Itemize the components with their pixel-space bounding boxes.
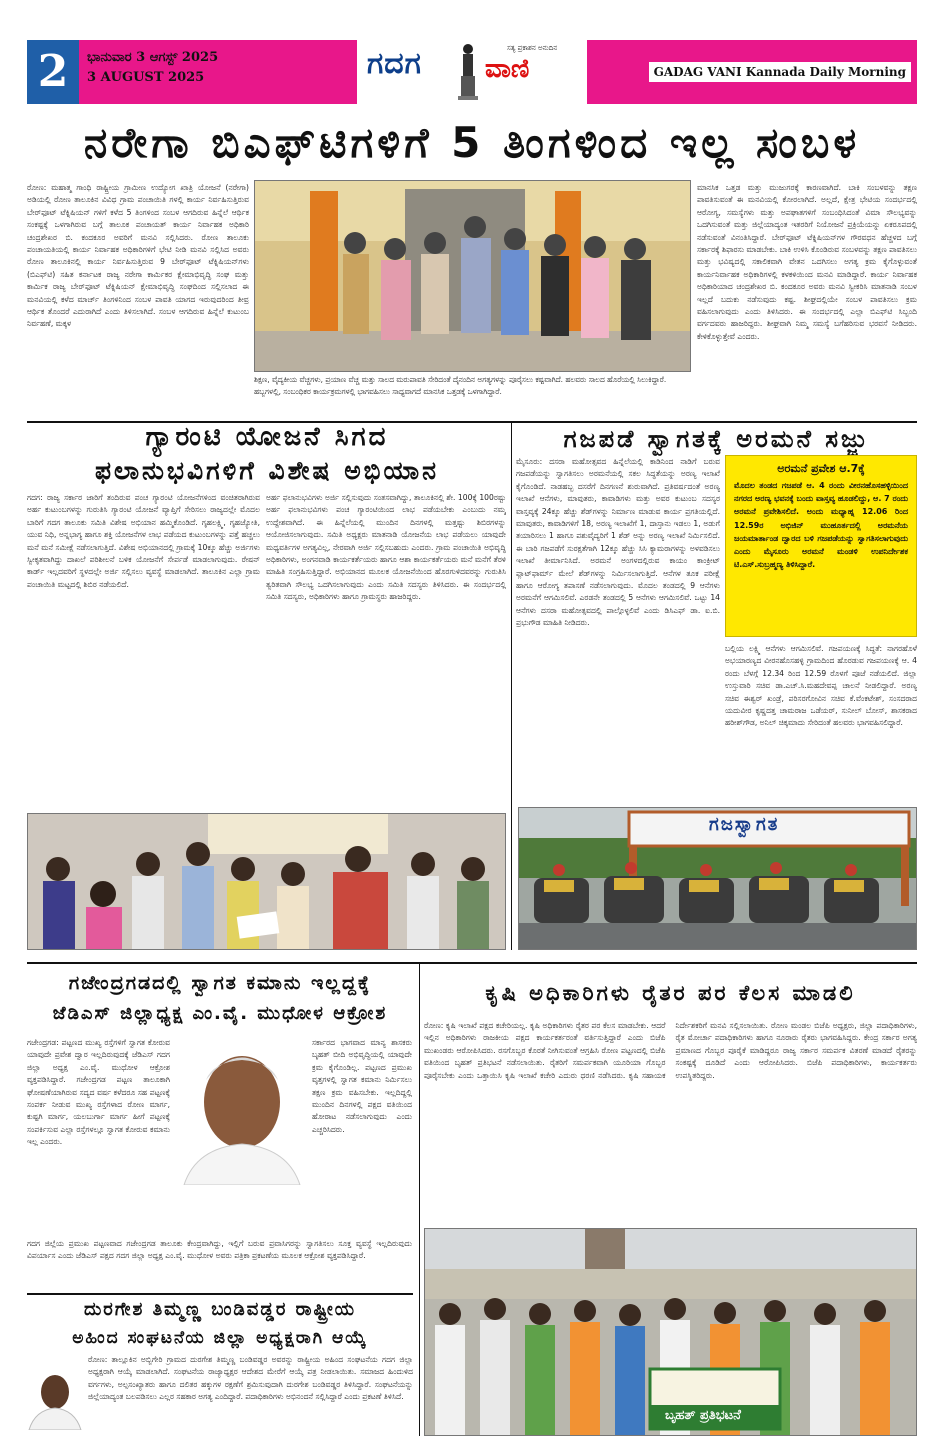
guarantee-column-2: ಅರ್ಹ ಫಲಾನುಭವಿಗಳು ಅರ್ಜಿ ಸಲ್ಲಿಸುವುದು ಸಂತಸವಾಗಿದ್ದು, ತಾಲೂಕಿನಲ್ಲಿ ಶೇ. 100ಕ್ಕೆ 100ರಷ್ಟು ಅರ್ಹ ಫಲಾನುಭವಿಗಳು ಪಂಚ ಗ್ಯಾರಂಟಿಯಿಂದ ಲಾಭ ಪಡೆಯಬೇಕು ಎಂಬುದು ನಮ್ಮ ಉದ್ದೇಶವಾಗಿದೆ. ಈ ಹಿನ್ನೆಲೆಯಲ್ಲಿ ಮುಂದಿನ ದಿನಗಳಲ್ಲಿ ಮತ್ತಷ್ಟು ಶಿಬಿರಗಳನ್ನು ಆಯೋಜಿಸಲಾಗುವುದು. ಸಮಿತಿ ಅಧ್ಯಕ್ಷರು ಮಾತನಾಡಿ ಯೋಜನೆಯ ಲಾಭ ಪಡೆಯಲು ಯಾವುದೇ ಮಧ್ಯವರ್ತಿಗಳ ಅಗತ್ಯವಿಲ್ಲ, ನೇರವಾಗಿ ಅರ್ಜಿ ಸಲ್ಲಿಸಬಹುದು ಎಂದರು. ಗ್ರಾಮ ಪಂಚಾಯಿತಿ ಅಭಿವೃದ್ಧಿ ಅಧಿಕಾರಿಗಳು, ಅಂಗನವಾಡಿ ಕಾರ್ಯಕರ್ತೆಯರು ಹಾಗೂ ಆಶಾ ಕಾರ್ಯಕರ್ತೆಯರು ಮನೆ ಮನೆಗೆ ತೆರಳಿ ಮಾಹಿತಿ ಸಂಗ್ರಹಿಸುತ್ತಿದ್ದಾರೆ. ಅಭಿಯಾನದ ಮೂಲಕ ಯೋಜನೆಯಿಂದ ಹೊರಗುಳಿದವರನ್ನು ಗುರುತಿಸಿ ತ್ವರಿತವಾಗಿ ಸೌಲಭ್ಯ ಒದಗಿಸಲಾಗುವುದು ಎಂದು ಸಮಿತಿ ಸದಸ್ಯರು ತಿಳಿಸಿದರು. ಈ ಸಂದರ್ಭದಲ್ಲಿ ಸಮಿತಿ ಸದಸ್ಯರು, ಅಧಿಕಾರಿಗಳು ಹಾಗೂ ಗ್ರಾಮಸ್ಥರು ಹಾಜರಿದ್ದರು. (266, 493, 506, 602)
lead-photo (254, 180, 691, 372)
gajendragad-column-2: ಸರ್ಕಾರದ ಭಾಗವಾದ ಮಾನ್ಯ ಶಾಸಕರು ಬೃಹತ್ ಬೀದಿ ಅಭಿವೃದ್ಧಿಯಲ್ಲಿ ಯಾವುದೇ ಕ್ರಮ ಕೈಗೊಂಡಿಲ್ಲ. ಪಟ್ಟಣದ ಪ್ರಮುಖ ವೃತ್ತಗಳಲ್ಲಿ ಸ್ವಾಗತ ಕಮಾನು ನಿರ್ಮಿಸಲು ತಕ್ಷಣ ಕ್ರಮ ವಹಿಸಬೇಕು. ಇಲ್ಲದಿದ್ದಲ್ಲಿ ಮುಂದಿನ ದಿನಗಳಲ್ಲಿ ಪಕ್ಷದ ವತಿಯಿಂದ ಹೋರಾಟ ನಡೆಸಲಾಗುವುದು ಎಂದು ಎಚ್ಚರಿಸಿದರು. (312, 1038, 412, 1134)
lead-photo-image (255, 181, 691, 372)
gajendragad-headline-line-1: ಗಜೇಂದ್ರಗಡದಲ್ಲಿ ಸ್ವಾಗತ ಕಮಾನು ಇಲ್ಲದ್ದಕ್ಕೆ (68, 972, 372, 994)
date-box (79, 40, 357, 104)
durgesh-headline-line-2: ಅಹಿಂದ ಸಂಘಟನೆಯ ಜಿಲ್ಲಾ ಅಧ್ಯಕ್ಷರಾಗಿ ಆಯ್ಕೆ (72, 1328, 368, 1348)
krishi-headline: ಕೃಷಿ ಅಧಿಕಾರಿಗಳು ರೈತರ ಪರ ಕೆಲಸ ಮಾಡಲಿ (485, 981, 856, 1005)
logo-left-text: ಗದಗ (367, 46, 422, 81)
newspaper-logo (357, 40, 587, 104)
protest-banner-text: ಬೃಹತ್ ಪ್ರತಿಭಟನೆ (665, 1408, 741, 1423)
masthead (27, 40, 917, 104)
statue-figure-icon (455, 42, 481, 100)
gate-sign: ಗಜಸ್ವಾಗತ (709, 814, 780, 835)
lead-photo-caption: ಶಿಕ್ಷಣ, ವೈದ್ಯಕೀಯ ವೆಚ್ಚಗಳು, ಪ್ರಯಾಣ ವೆಚ್ಚ ಮತ್ತು ಸಾಲದ ಮರುಪಾವತಿ ಸೇರಿದಂತೆ ದೈನಂದಿನ ಅಗತ್ಯಗಳನ್ನು ಪೂರೈಸಲು ಕಷ್ಟವಾಗಿದೆ. ಹಲವರು ಸಾಲದ ಹೊರೆಯಲ್ಲಿ ಸಿಲುಕಿದ್ದಾರೆ. ಹಬ್ಬಗಳಲ್ಲಿ, ಸಂಬಂಧಿಕರ ಕಾರ್ಯಕ್ರಮಗಳಲ್ಲಿ ಭಾಗವಹಿಸಲು ಸಾಧ್ಯವಾಗದೆ ಮಾನಸಿಕ ಒತ್ತಡಕ್ಕೆ ಒಳಗಾಗಿದ್ದಾರೆ. (254, 375, 667, 396)
krishi-photo (424, 1228, 917, 1436)
guarantee-headline-line-1: ಗ್ಯಾರಂಟಿ ಯೋಜನೆ ಸಿಗದ (145, 422, 389, 452)
durgesh-portrait (27, 1366, 83, 1430)
guarantee-photo-image (28, 814, 506, 950)
lead-column-1: ರೋಣ: ಮಹಾತ್ಮ ಗಾಂಧಿ ರಾಷ್ಟ್ರೀಯ ಗ್ರಾಮೀಣ ಉದ್ಯೋಗ ಖಾತ್ರಿ ಯೋಜನೆ (ನರೇಗಾ) ಅಡಿಯಲ್ಲಿ ರೋಣ ತಾಲೂಕಿನ ವಿವಿಧ ಗ್ರಾಮ ಪಂಚಾಯಿತಿ ಗಳಲ್ಲಿ ಕಾರ್ಯ ನಿರ್ವಹಿಸುತ್ತಿರುವ ಬೇರ್‌ಫೂಟ್ ಟೆಕ್ನಿಷಿಯನ್ ಗಳಿಗೆ ಕಳೆದ 5 ತಿಂಗಳಿಂದ ಸಂಬಳ ಆಗದಿರುವ ಹಿನ್ನೆಲೆ ಆರ್ಥಿಕ ಸಂಕಷ್ಟಕ್ಕೆ ಒಳಗಾಗಿರುವ ಬಗ್ಗೆ ತಾಲೂಕ ಪಂಚಾಯತ್ ಕಾರ್ಯ ನಿರ್ವಾಹಕ ಅಧಿಕಾರಿ ಚಂದ್ರಶೇಖರ ಬಿ. ಕಂದಕೂರ ಅವರಿಗೆ ಮನವಿ ಸಲ್ಲಿಸಿದರು. ರೋಣ ತಾಲೂಕು ಪಂಚಾಯತಿಯಲ್ಲಿ ಕಾರ್ಯ ನಿರ್ವಾಹಕ ಅಧಿಕಾರಿಗಳಿಗೆ ಭೇಟಿ ನೀಡಿ ಮನವಿ ಸಲ್ಲಿಸಿದ ಅವರು ರೋಣ ತಾಲೂಕಿನಲ್ಲಿ ಕಾರ್ಯ ನಿರ್ವಹಿಸುತ್ತಿರುವ 9 ಬೇರ್‌ಫೂಟ್ ಟೆಕ್ನಿಷಿಯನ್‌ಗಳು (ಬಿಎಫ್‌ಟಿ) ಸಹಿತ ಕರ್ನಾಟಕ ರಾಜ್ಯ ನರೇಗಾ ಕಾರ್ಮಿಕರ ಕ್ಷೇಮಾಭಿವೃದ್ಧಿ ಸಂಘ ಮತ್ತು ಕಾರ್ಮಿಕ ರಾಜ್ಯ ಬೇರ್‌ಫೂಟ್ ಟೆಕ್ನಿಷಿಯನ್ ಕ್ಷೇಮಾಭಿವೃದ್ಧಿ ಸಂಘದಿಂದ ಸಲ್ಲಿಸಲಾದ ಈ ಮನವಿಯಲ್ಲಿ ಕಳೆದ ಮಾರ್ಚ್ ತಿಂಗಳಿನಿಂದ ಸಂಬಳ ಪಾವತಿ ಯಾಗದ ಇರುವುದರಿಂದ ತೀವ್ರ ಆರ್ಥಿಕ ತೊಂದರೆ ಎದುರಾಗಿದೆ ಎಂದು ತಿಳಿಸಲಾಗಿದೆ. ಸಂಬಳ ಆಗದಿರುವ ಹಿನ್ನೆಲೆ ಕುಟುಂಬ ನಿರ್ವಹಣೆ, ಮಕ್ಕಳ (27, 183, 249, 329)
highlight-title: ಅರಮನೆ ಪ್ರವೇಶ ಆ.7ಕ್ಕೆ (777, 462, 865, 475)
palace-column-1: ಮೈಸೂರು: ದಸರಾ ಮಹೋತ್ಸವದ ಹಿನ್ನೆಲೆಯಲ್ಲಿ ಕಾಡಿನಿಂದ ನಾಡಿಗೆ ಬರುವ ಗಜಪಡೆಯನ್ನು ಸ್ವಾಗತಿಸಲು ಅರಮನೆಯಲ್ಲಿ ಸಕಲ ಸಿದ್ಧತೆಯನ್ನು ಅರಣ್ಯ ಇಲಾಖೆ ಕೈಗೊಂಡಿದೆ. ನಾಡಹಬ್ಬ ದಸರೆಗೆ ದಿನಗಣನೆ ಶುರುವಾಗಿದೆ. ಪ್ರತಿವರ್ಷದಂತೆ ಅರಣ್ಯ ಇಲಾಖೆ ಆನೆಗಳು, ಮಾವುತರು, ಕಾವಾಡಿಗಳು ಮತ್ತು ಅವರ ಕುಟುಂಬ ಸದಸ್ಯರ ವಾಸ್ತವ್ಯಕ್ಕೆ 24ಕ್ಕೂ ಹೆಚ್ಚು ಶೆಡ್‌ಗಳನ್ನು ನಿರ್ಮಾಣ ಮಾಡುವ ಕಾರ್ಯ ಪ್ರಗತಿಯಲ್ಲಿದೆ. ಮಾವುತರು, ಕಾವಾಡಿಗಳಿಗೆ 18, ಅರಣ್ಯ ಇಲಾಖೆಗೆ 1, ದಾಸ್ತಾನು ಇಡಲು 1, ಅಡುಗೆ ತಯಾರಿಸಲು 1 ಹಾಗೂ ಪಶುವೈದ್ಯರಿಗೆ 1 ಶೆಡ್ ಅನ್ನು ಅರಣ್ಯ ಇಲಾಖೆ ನಿರ್ಮಿಸಲಿದೆ. ಈ ಬಾರಿ ಗಜಪಡೆಗೆ ಸುರಕ್ಷತೆಗಾಗಿ 12ಕ್ಕೂ ಹೆಚ್ಚು ಸಿಸಿ ಕ್ಯಾಮರಾಗಳನ್ನು ಅಳವಡಿಸಲು ಇಲಾಖೆ ತೀರ್ಮಾನಿಸಿದೆ. ಅರಮನೆ ಅಂಗಳದಲ್ಲಿರುವ ಕಾಯಂ ಕಾಂಕ್ರೀಟ್ ಪ್ಲಾಟ್‌ಫಾರ್ಮ್ ಮೇಲೆ ಶೆಡ್‌ಗಳನ್ನು ನಿರ್ಮಿಸಲಾಗುತ್ತಿದೆ. ಆನೆಗಳ ತೂಕ ಪರೀಕ್ಷೆ ಹಾಗೂ ಆರೋಗ್ಯ ತಪಾಸಣೆ ನಡೆಸಲಾಗುವುದು. ಮೊದಲ ತಂಡದಲ್ಲಿ 9 ಆನೆಗಳು ಅರಮನೆಗೆ ಆಗಮಿಸಲಿವೆ. ಎರಡನೇ ತಂಡದಲ್ಲಿ 5 ಆನೆಗಳು ಆಗಮಿಸಲಿವೆ. ಒಟ್ಟು 14 ಆನೆಗಳು ದಸರಾ ಮಹೋತ್ಸವದಲ್ಲಿ ಪಾಲ್ಗೊಳ್ಳಲಿವೆ ಎಂದು ಡಿಸಿಎಫ್ ಡಾ. ಐ.ಬಿ. ಪ್ರಭುಗೌಡ ಮಾಹಿತಿ ನೀಡಿದರು. (516, 457, 720, 628)
section-divider-3 (27, 1293, 413, 1295)
durgesh-headline-line-1: ದುರಗೇಶ ತಿಮ್ಮಣ್ಣ ಬಂಡಿವಡ್ಡರ ರಾಷ್ಟ್ರೀಯ (83, 1299, 357, 1320)
section-divider-2 (27, 962, 917, 964)
palace-photo (518, 807, 917, 950)
date-kannada: ಭಾನುವಾರ 3 ಆಗಸ್ಟ್ 2025 (87, 50, 219, 65)
durgesh-portrait-image (27, 1366, 83, 1430)
palace-headline: ಗಜಪಡೆ ಸ್ವಾಗತಕ್ಕೆ ಅರಮನೆ ಸಜ್ಜು (563, 425, 870, 453)
vertical-divider-2 (419, 964, 420, 1436)
logo-right-text: ವಾಣಿ (485, 54, 530, 84)
krishi-photo-image (425, 1229, 917, 1436)
guarantee-headline-line-2: ಫಲಾನುಭವಿಗಳಿಗೆ ವಿಶೇಷ ಅಭಿಯಾನ (95, 456, 439, 485)
gajendragad-headline-line-2: ಜೆಡಿಎಸ್ ಜಿಲ್ಲಾಧ್ಯಕ್ಷ ಎಂ.ವೈ. ಮುಧೋಳ ಆಕ್ರೋಶ (52, 1003, 388, 1024)
vertical-divider (511, 423, 512, 950)
lead-headline: ನರೇಗಾ ಬಿಎಫ್‌ಟಿಗಳಿಗೆ 5 ತಿಂಗಳಿಂದ ಇಲ್ಲ ಸಂಬಳ (83, 118, 861, 167)
paper-name: GADAG VANI Kannada Daily Morning (649, 62, 911, 82)
portrait-image (176, 1040, 307, 1185)
highlight-body: ಮೊದಲ ತಂಡದ ಗಜಪಡೆ ಆ. 4 ರಂದು ವೀರನಹೊಸಹಳ್ಳಿಯಿಂದ ನಗರದ ಅರಣ್ಯ ಭವನಕ್ಕೆ ಬಂದು ವಾಸ್ತವ್ಯ ಹೂಡಲಿದ್ದು, ಆ. 7 ರಂದು ಅರಮನೆ ಪ್ರವೇಶಿಸಲಿದೆ. ಅಂದು ಮಧ್ಯಾಹ್ನ 12.06 ರಿಂದ 12.59ರ ಅಭಿಜಿನ್ ಮುಹೂರ್ತದಲ್ಲಿ ಅರಮನೆಯ ಜಯಮಾರ್ತಾಂಡ ದ್ವಾರದ ಬಳಿ ಗಜಪಡೆಯನ್ನು ಸ್ವಾಗತಿಸಲಾಗುವುದು ಎಂದು ಮೈಸೂರು ಅರಮನೆ ಮಂಡಳಿ ಉಪನಿರ್ದೇಶಕ ಟಿ.ಎಸ್.ಸುಬ್ರಹ್ಮಣ್ಯ ತಿಳಿಸಿದ್ದಾರೆ. (734, 481, 908, 570)
palace-column-2: ಬಲ್ಲಿಯ ಲಕ್ಷ್ಮಿ ಆನೆಗಳು ಆಗಮಿಸಲಿವೆ. ಗಜಪಯಣಕ್ಕೆ ಸಿದ್ಧತೆ: ನಾಗರಹೊಳೆ ಅಭಯಾರಣ್ಯದ ವೀರನಹೊಸಹಳ್ಳಿ ಗ್ರಾಮದಿಂದ ಹೊರಡುವ ಗಜಪಯಣಕ್ಕೆ ಆ. 4 ರಂದು ಬೆಳಗ್ಗೆ 12.34 ರಿಂದ 12.59 ರೊಳಗೆ ಪೂಜೆ ನಡೆಯಲಿದೆ. ಜಿಲ್ಲಾ ಉಸ್ತುವಾರಿ ಸಚಿವ ಡಾ.ಎಚ್.ಸಿ.ಮಹದೇವಪ್ಪ ಚಾಲನೆ ನೀಡಲಿದ್ದಾರೆ. ಅರಣ್ಯ ಸಚಿವ ಈಶ್ವರ್ ಖಂಡ್ರೆ, ಪರಿಸರಗೋವಿನ ಸಚಿವ ಕೆ.ವೆಂಕಟೇಶ್, ಸಂಸದರಾದ ಯದುವೀರ ಕೃಷ್ಣದತ್ತ ಚಾಮರಾಜ ಒಡೆಯರ್, ಸುನೀಲ್ ಬೋಸ್, ಶಾಸಕರಾದ ಹರೀಶ್‌ಗೌಡ, ಅನಿಲ್ ಚಿಕ್ಕಮಾದು ಸೇರಿದಂತೆ ಹಲವರು ಭಾಗವಹಿಸಲಿದ್ದಾರೆ. (725, 644, 917, 728)
page-number: 2 (27, 40, 79, 104)
gajendragad-footer: ಗದಗ ಜಿಲ್ಲೆಯ ಪ್ರಮುಖ ಪಟ್ಟಣವಾದ ಗಜೇಂದ್ರಗಡ ತಾಲೂಕು ಕೇಂದ್ರವಾಗಿದ್ದು, ಇಲ್ಲಿಗೆ ಬರುವ ಪ್ರವಾಸಿಗರನ್ನು ಸ್ವಾಗತಿಸಲು ಸೂಕ್ತ ವ್ಯವಸ್ಥೆ ಇಲ್ಲದಿರುವುದು ವಿಪರ್ಯಾಸ ಎಂದು ಜೆಡಿಎಸ್ ಪಕ್ಷದ ಗದಗ ಜಿಲ್ಲಾ ಅಧ್ಯಕ್ಷ ಎಂ.ವೈ. ಮುಧೋಳ ಅವರು ಪತ್ರಿಕಾ ಪ್ರಕಟಣೆಯ ಮೂಲಕ ಆಕ್ರೋಶ ವ್ಯಕ್ತಪಡಿಸಿದ್ದಾರೆ. (27, 1239, 412, 1261)
tag-box (587, 40, 917, 104)
gajendragad-column-1: ಗಜೇಂದ್ರಗಡ: ಪಟ್ಟಣದ ಮುಖ್ಯ ರಸ್ತೆಗಳಿಗೆ ಸ್ವಾಗತ ಕೋರುವ ಯಾವುದೇ ಪ್ರವೇಶ ದ್ವಾರ ಇಲ್ಲದಿರುವುದಕ್ಕೆ ಜೆಡಿಎಸ್ ಗದಗ ಜಿಲ್ಲಾ ಅಧ್ಯಕ್ಷ ಎಂ.ವೈ. ಮುಧೋಳ ಆಕ್ರೋಶ ವ್ಯಕ್ತಪಡಿಸಿದ್ದಾರೆ. ಗಜೇಂದ್ರಗಡ ಪಟ್ಟಣ ತಾಲೂಕಾಗಿ ಘೋಷಣೆಯಾಗಿರುವ ಸದ್ಯದ ವರ್ಷ ಕಳೆದರೂ ಸಹ ಪಟ್ಟಣಕ್ಕೆ ಸಂಪರ್ಕ ನೀಡುವ ಮುಖ್ಯ ರಸ್ತೆಗಳಾದ ರೋಣ ಮಾರ್ಗ, ಕುಷ್ಟಗಿ ಮಾರ್ಗ, ಯಲಬುರ್ಗಾ ಮಾರ್ಗ ಹೀಗೆ ಪಟ್ಟಣಕ್ಕೆ ಸಂಪರ್ಕಿಸುವ ಎಲ್ಲಾ ರಸ್ತೆಗಳಲ್ಲೂ ಸ್ವಾಗತ ಕೋರುವ ಕಮಾನು ಇಲ್ಲ ಎಂದರು. (27, 1038, 170, 1147)
palace-highlight-box (725, 455, 917, 637)
krishi-body: ರೋಣ: ಕೃಷಿ ಇಲಾಖೆ ಪಕ್ಷದ ಕಚೇರಿಯಲ್ಲ. ಕೃಷಿ ಅಧಿಕಾರಿಗಳು ರೈತರ ಪರ ಕೆಲಸ ಮಾಡಬೇಕು. ಆದರೆ ಇಲ್ಲಿನ ಅಧಿಕಾರಿಗಳು ರಾಜಕೀಯ ಪಕ್ಷದ ಕಾರ್ಯಕರ್ತರಂತೆ ವರ್ತಿಸುತ್ತಿದ್ದಾರೆ ಎಂದು ಬಿಜೆಪಿ ಮುಖಂಡರು ಆರೋಪಿಸಿದರು. ರಸಗೊಬ್ಬರ ಕೊರತೆ ನೀಗಿಸುವಂತೆ ಆಗ್ರಹಿಸಿ ರೋಣ ಪಟ್ಟಣದಲ್ಲಿ ಬಿಜೆಪಿ ವತಿಯಿಂದ ಬೃಹತ್ ಪ್ರತಿಭಟನೆ ನಡೆಸಲಾಯಿತು. ರೈತರಿಗೆ ಸಮರ್ಪಕವಾಗಿ ಯೂರಿಯಾ ಗೊಬ್ಬರ ಪೂರೈಸಬೇಕು ಎಂದು ಒತ್ತಾಯಿಸಿ ಕೃಷಿ ಇಲಾಖೆ ಕಚೇರಿ ಎದುರು ಧರಣಿ ನಡೆಸಿದರು. ಕೃಷಿ ಸಹಾಯಕ ನಿರ್ದೇಶಕರಿಗೆ ಮನವಿ ಸಲ್ಲಿಸಲಾಯಿತು. ರೋಣ ಮಂಡಲ ಬಿಜೆಪಿ ಅಧ್ಯಕ್ಷರು, ಜಿಲ್ಲಾ ಪದಾಧಿಕಾರಿಗಳು, ರೈತ ಮೋರ್ಚಾ ಪದಾಧಿಕಾರಿಗಳು ಹಾಗೂ ನೂರಾರು ರೈತರು ಭಾಗವಹಿಸಿದ್ದರು. ಕೇಂದ್ರ ಸರ್ಕಾರ ಅಗತ್ಯ ಪ್ರಮಾಣದ ಗೊಬ್ಬರ ಪೂರೈಕೆ ಮಾಡಿದ್ದರೂ ರಾಜ್ಯ ಸರ್ಕಾರ ಸಮರ್ಪಕ ವಿತರಣೆ ಮಾಡದೆ ರೈತರನ್ನು ಸಂಕಷ್ಟಕ್ಕೆ ದೂಡಿದೆ ಎಂದು ಆರೋಪಿಸಿದರು. ಬಿಜೆಪಿ ಪದಾಧಿಕಾರಿಗಳು, ಕಾರ್ಯಕರ್ತರು ಉಪಸ್ಥಿತರಿದ್ದರು. (424, 1021, 917, 1080)
gajendragad-portrait (176, 1040, 307, 1185)
logo-tagline: ಸತ್ಯ ಪ್ರಕಾಶನ ಅನುದಿನ (507, 44, 558, 52)
lead-column-3: ಮಾನಸಿಕ ಒತ್ತಡ ಮತ್ತು ಮುಜುಗರಕ್ಕೆ ಕಾರಣವಾಗಿದೆ. ಬಾಕಿ ಸಂಬಳವನ್ನು ತಕ್ಷಣ ಪಾವತಿಸುವಂತೆ ಈ ಮನವಿಯಲ್ಲಿ ಕೋರಲಾಗಿದೆ. ಅಲ್ಲದೆ, ಕ್ಷೇತ್ರ ಭೇಟಿಯ ಸಂದರ್ಭದಲ್ಲಿ ಆರೋಗ್ಯ, ಸಮಸ್ಯೆಗಳು ಮತ್ತು ಅಪಘಾತಗಳಿಗೆ ಸಂಬಂಧಿಸಿದಂತೆ ವಿಮಾ ಸೌಲಭ್ಯವನ್ನು ಒದಗಿಸುವಂತೆ ಮತ್ತು ಜಿಲ್ಲೆಯಾದ್ಯಂತ ಇತರರಿಗೆ ನಿಯೋಜನೆ ಪ್ರಕ್ರಿಯೆಯನ್ನು ಏಕರೂಪದಲ್ಲಿ ನಡೆಸುವಂತೆ ವಿನಂತಿಸಿದ್ದಾರೆ. ಬೇರ್‌ಫೂಟ್ ಟೆಕ್ನಿಷಿಯನ್‌ಗಳ ಗೌರವಧನ ಹೆಚ್ಚಳದ ಬಗ್ಗೆ ಸರ್ಕಾರಕ್ಕೆ ಶಿಫಾರಸು ಮಾಡಬೇಕು. ಬಾಕಿ ಉಳಿಸಿ ಕೊಂಡಿರುವ ಸಂಬಳವನ್ನು ತಕ್ಷಣ ಪಾವತಿಸಲು ಮತ್ತು ಭವಿಷ್ಯದಲ್ಲಿ ಸಕಾಲಿಕವಾಗಿ ವೇತನ ಒದಗಿಸಲು ಅಗತ್ಯ ಕ್ರಮ ಕೈಗೊಳ್ಳುವಂತೆ ಕಾರ್ಯನಿರ್ವಾಹಕ ಅಧಿಕಾರಿಗಳಲ್ಲಿ ಕಳಕಳಿಯಿಂದ ಮನವಿ ಮಾಡಿದ್ದಾರೆ. ಕಾರ್ಯ ನಿರ್ವಾಹಕ ಅಧಿಕಾರಿಯಾದ ಚಂದ್ರಶೇಖರ ಬಿ. ಕಂದಕೂರ ಅವರು ಮನವಿ ಸ್ವೀಕರಿಸಿ ಮಾತನಾಡಿ ಸಂಬಳ ಇಲ್ಲದೆ ಬದುಕು ನಡೆಸುವುದು ಕಷ್ಟ. ಶೀಘ್ರದಲ್ಲಿಯೇ ಸಂಬಳ ಪಾವತಿಸಲು ಕ್ರಮ ವಹಿಸಲಾಗುವುದು ಎಂದು ತಿಳಿಸಿದರು. ಈ ಸಂದರ್ಭದಲ್ಲಿ ಎಲ್ಲಾ ಬಿಎಫ್‌ಟಿ ಸಿಬ್ಬಂದಿ ವರ್ಗದವರು ಹಾಜರಿದ್ದರು. ಶೀಘ್ರವಾಗಿ ನಿಮ್ಮ ಸಮಸ್ಯೆ ಬಗೆಹರಿಸುವ ಭರವಸೆ ನೀಡಿದರು. ಕೇಳಿಕೊಳ್ಳುತ್ತೇವೆ ಎಂದರು. (697, 183, 917, 341)
date-english: 3 AUGUST 2025 (87, 70, 205, 85)
durgesh-body: ರೋಣ: ತಾಲ್ಲೂಕಿನ ಅಬ್ಬಿಗೇರಿ ಗ್ರಾಮದ ದುರಗೇಶ ತಿಮ್ಮಣ್ಣ ಬಂಡಿವಡ್ಡರ ಅವರನ್ನು ರಾಷ್ಟ್ರೀಯ ಅಹಿಂದ ಸಂಘಟನೆಯ ಗದಗ ಜಿಲ್ಲಾ ಅಧ್ಯಕ್ಷರಾಗಿ ಆಯ್ಕೆ ಮಾಡಲಾಗಿದೆ. ಸಂಘಟನೆಯ ರಾಜ್ಯಾಧ್ಯಕ್ಷರ ಆದೇಶದ ಮೇರೆಗೆ ಆಯ್ಕೆ ಪತ್ರ ನೀಡಲಾಯಿತು. ಸಮಾಜದ ಹಿಂದುಳಿದ ವರ್ಗಗಳು, ಅಲ್ಪಸಂಖ್ಯಾತರು ಹಾಗೂ ದಲಿತರ ಹಕ್ಕುಗಳ ರಕ್ಷಣೆಗೆ ಶ್ರಮಿಸುವುದಾಗಿ ದುರಗೇಶ ಬಂಡಿವಡ್ಡರ ತಿಳಿಸಿದ್ದಾರೆ. ಸಂಘಟನೆಯನ್ನು ಜಿಲ್ಲೆಯಾದ್ಯಂತ ಬಲಪಡಿಸಲು ಎಲ್ಲರ ಸಹಕಾರ ಅಗತ್ಯ ಎಂದಿದ್ದಾರೆ. ಪದಾಧಿಕಾರಿಗಳು ಅಭಿನಂದನೆ ಸಲ್ಲಿಸಿದ್ದಾರೆ ಎಂದು ಪ್ರಕಟಣೆ ತಿಳಿಸಿದೆ. (88, 1355, 413, 1402)
guarantee-photo (27, 813, 506, 950)
guarantee-column-1: ಗದಗ: ರಾಜ್ಯ ಸರ್ಕಾರ ಜಾರಿಗೆ ತಂದಿರುವ ಪಂಚ ಗ್ಯಾರಂಟಿ ಯೋಜನೆಗಳಿಂದ ವಂಚಿತರಾಗಿರುವ ಅರ್ಹ ಕುಟುಂಬಗಳನ್ನು ಗುರುತಿಸಿ ಗ್ಯಾರಂಟಿ ಯೋಜನೆ ವ್ಯಾಪ್ತಿಗೆ ಸೇರಿಸಲು ರಾಜ್ಯದಲ್ಲೇ ಮೊದಲ ಬಾರಿಗೆ ಗದಗ ತಾಲೂಕು ಸಮಿತಿ ವಿಶೇಷ ಅಭಿಯಾನ ಹಮ್ಮಿಕೊಂಡಿದೆ. ಗೃಹಲಕ್ಷ್ಮಿ, ಗೃಹಜ್ಯೋತಿ, ಯುವ ನಿಧಿ, ಅನ್ನಭಾಗ್ಯ ಹಾಗೂ ಶಕ್ತಿ ಯೋಜನೆಗಳ ಲಾಭ ಪಡೆಯದ ಕುಟುಂಬಗಳನ್ನು ಪತ್ತೆ ಹಚ್ಚಲು ಮನೆ ಮನೆ ಸಮೀಕ್ಷೆ ನಡೆಸಲಾಗುತ್ತಿದೆ. ವಿಶೇಷ ಅಭಿಯಾನದಲ್ಲಿ ಗ್ರಾಮಕ್ಕೆ 10ಕ್ಕೂ ಹೆಚ್ಚು ಅರ್ಜಿಗಳು ಸ್ವೀಕೃತವಾಗಿದ್ದು ದಾಖಲೆ ಪರಿಶೀಲನೆ ಬಳಿಕ ಯೋಜನೆಗೆ ಸೇರ್ಪಡೆ ಮಾಡಲಾಗುವುದು. ರೇಷನ್ ಕಾರ್ಡ್ ಇಲ್ಲದವರಿಗೆ ಸ್ಥಳದಲ್ಲೇ ಅರ್ಜಿ ಸಲ್ಲಿಸಲು ವ್ಯವಸ್ಥೆ ಮಾಡಲಾಗಿದೆ. ತಾಲೂಕಿನ ಎಲ್ಲಾ ಗ್ರಾಮ ಪಂಚಾಯಿತಿ ಮಟ್ಟದಲ್ಲಿ ಶಿಬಿರ ನಡೆಯಲಿದೆ. (27, 493, 260, 589)
